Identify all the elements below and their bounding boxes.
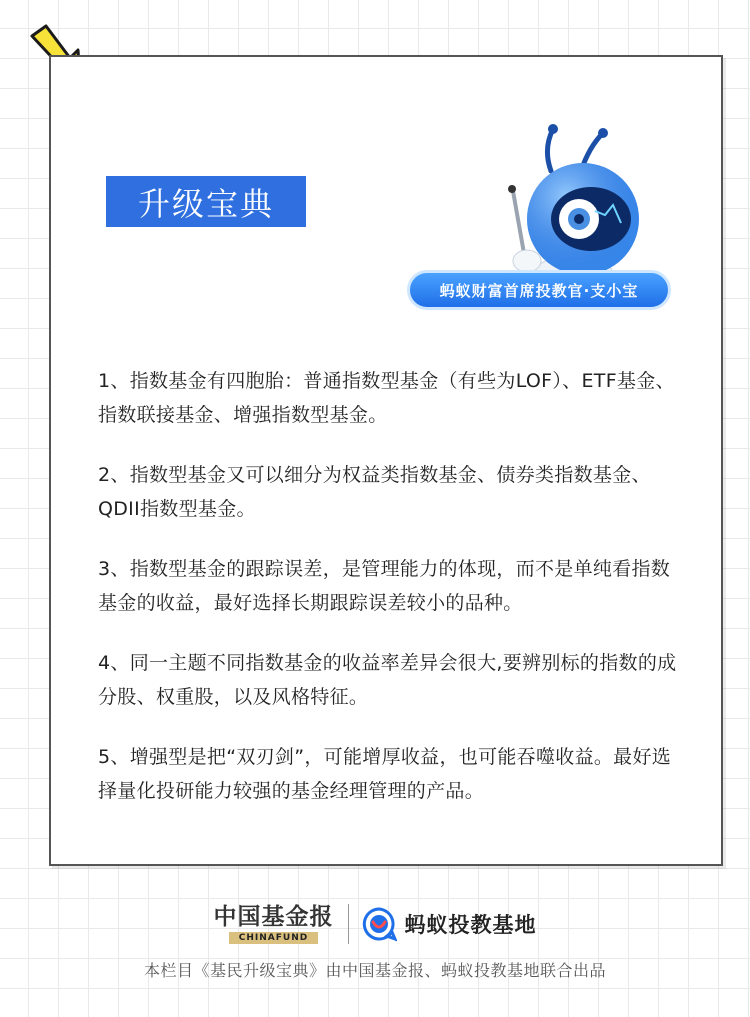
tips-list xyxy=(98,364,688,834)
china-fund-logo xyxy=(214,904,334,944)
china-fund-name: 中国基金报 xyxy=(213,903,334,930)
content-card xyxy=(49,55,723,866)
tip-item-2: 2、指数型基金又可以细分为权益类指数基金、债券类指数基金、QDII指数型基金。 xyxy=(98,464,651,520)
tip-item-5: 5、增强型是把“双刃剑”，可能增厚收益，也可能吞噬收益。最好选择量化投研能力较强的基金经理管理的产品。 xyxy=(98,746,672,802)
page-title: 升级宝典 xyxy=(106,176,306,227)
credit-line: 本栏目《基民升级宝典》由中国基金报、蚂蚁投教基地联合出品 xyxy=(143,961,606,980)
tip-item-1: 1、指数基金有四胞胎：普通指数型基金（有些为LOF）、ETF基金、指数联接基金、增强指数型基金。 xyxy=(98,370,675,426)
ant-base-logo xyxy=(361,906,537,942)
tip-item-4: 4、同一主题不同指数基金的收益率差异会很大,要辨别标的指数的成分股、权重股，以及风格特征。 xyxy=(98,652,677,708)
ant-chat-icon xyxy=(361,906,397,942)
footer-logos xyxy=(0,900,750,948)
logo-divider xyxy=(348,904,349,944)
teacher-label-badge: 蚂蚁财富首席投教官·支小宝 xyxy=(407,270,671,310)
china-fund-en: CHINAFUND xyxy=(229,932,318,944)
tip-item-3: 3、指数型基金的跟踪误差，是管理能力的体现，而不是单纯看指数基金的收益，最好选择长期跟踪误差较小的品种。 xyxy=(98,558,671,614)
ant-base-name: 蚂蚁投教基地 xyxy=(404,913,537,937)
